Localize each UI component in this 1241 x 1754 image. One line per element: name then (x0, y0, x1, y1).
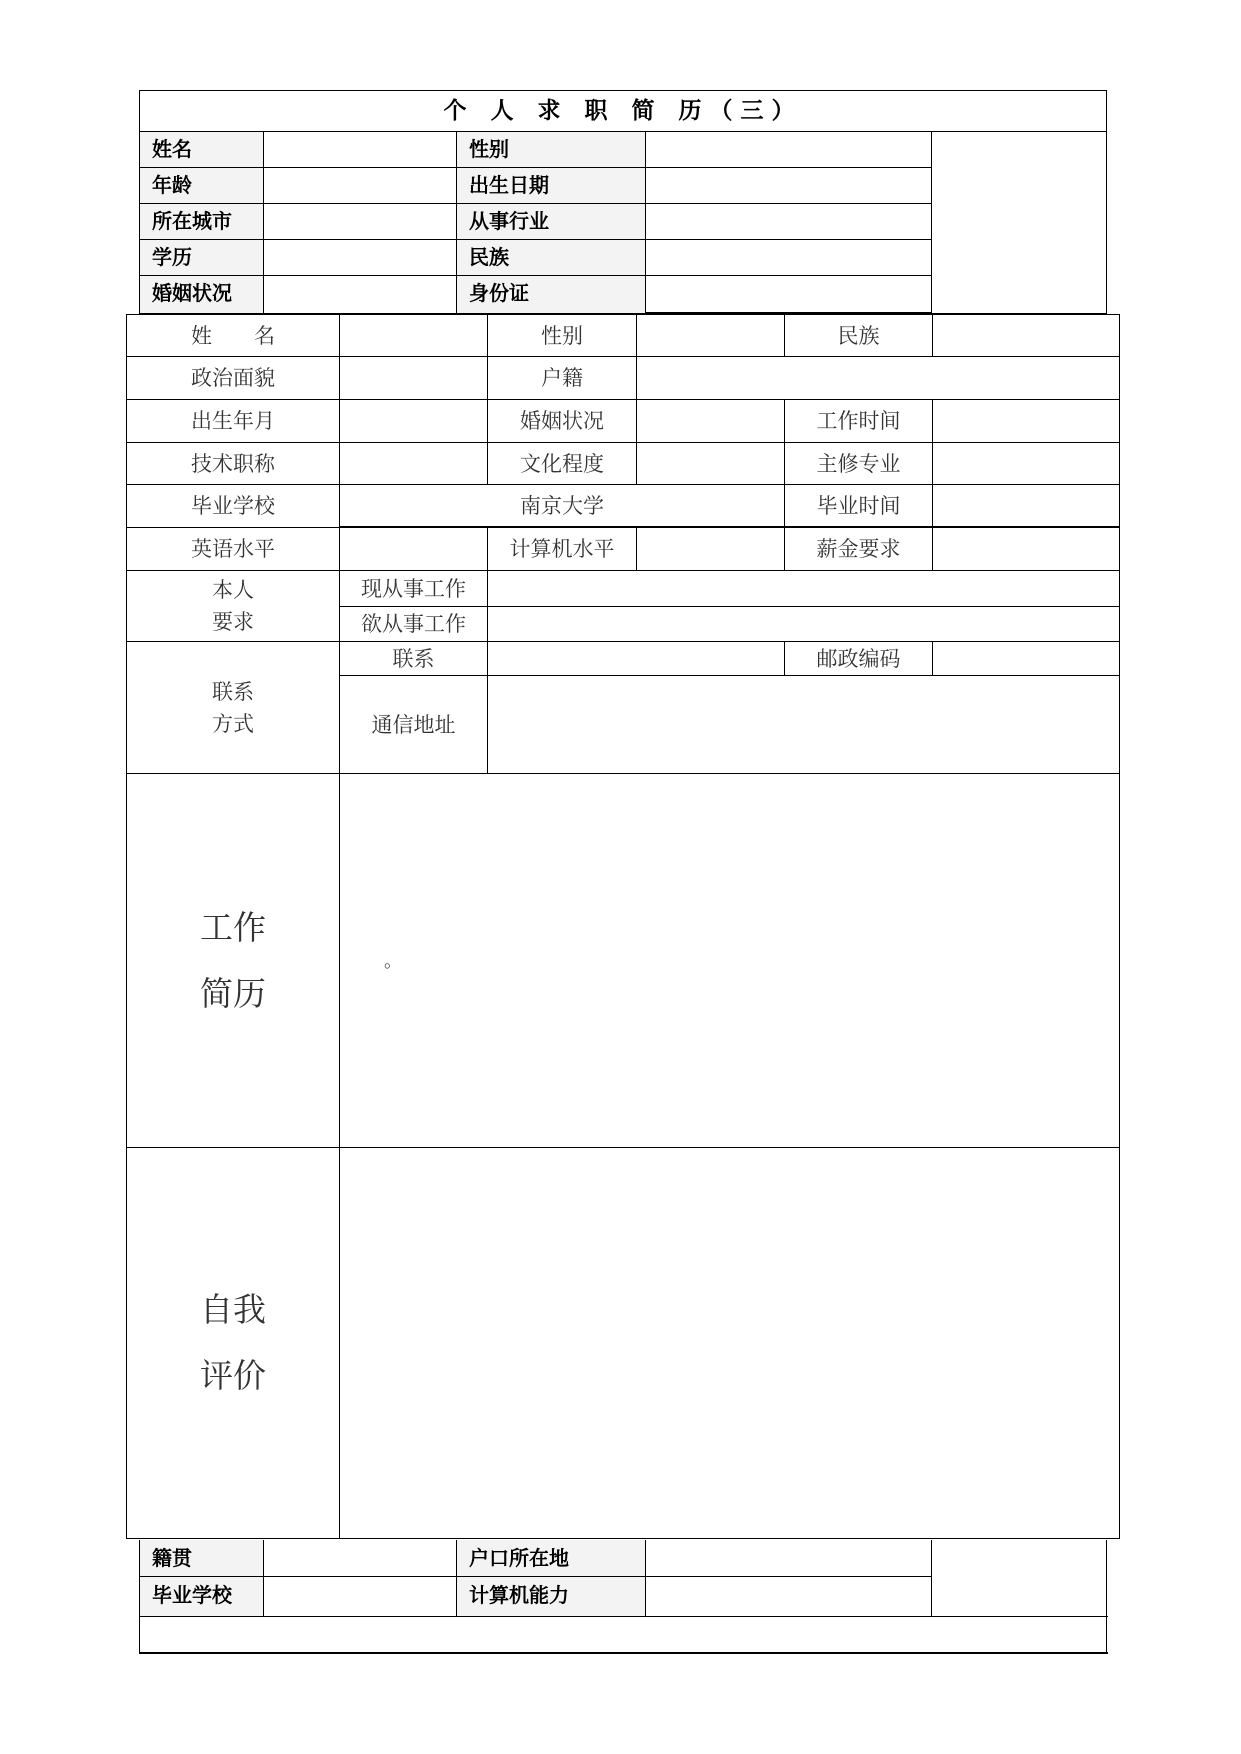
input-gender[interactable] (637, 315, 785, 357)
label-computer-skill: 计算机能力 (457, 1577, 646, 1616)
label-household: 户籍 (488, 357, 637, 400)
label-name: 姓名 (140, 132, 264, 167)
input-graduate-school[interactable] (264, 1577, 457, 1616)
label-gender: 性别 (457, 132, 646, 167)
input-name[interactable] (340, 315, 488, 357)
label-contact-method (127, 642, 340, 774)
label-marital: 婚姻状况 (140, 276, 264, 313)
input-gender[interactable] (646, 132, 932, 167)
label-contact: 联系 (340, 642, 488, 676)
input-self-evaluation[interactable] (340, 1148, 1119, 1538)
info-row (140, 204, 932, 240)
label-major: 主修专业 (785, 443, 933, 485)
input-ethnicity[interactable] (646, 240, 932, 275)
label-education: 文化程度 (488, 443, 637, 485)
label-work-history-line2: 简历 (200, 973, 266, 1013)
label-birthdate: 出生日期 (457, 168, 646, 203)
label-id-card: 身份证 (457, 276, 646, 313)
photo-box-bottom (932, 1540, 1108, 1616)
input-marital[interactable] (637, 400, 785, 443)
input-grad-time[interactable] (933, 485, 1119, 528)
label-current-job: 现从事工作 (340, 571, 488, 607)
label-political: 政治面貌 (127, 357, 340, 400)
input-salary[interactable] (933, 528, 1119, 571)
input-major[interactable] (933, 443, 1119, 485)
label-self-requirement (127, 571, 340, 642)
input-desired-job[interactable] (488, 607, 1119, 642)
work-history-text: 。 (384, 951, 402, 972)
label-desired-job: 欲从事工作 (340, 607, 488, 642)
input-birthdate[interactable] (646, 168, 932, 203)
label-self-evaluation (127, 1148, 340, 1538)
input-household[interactable] (637, 357, 1119, 400)
label-contact-method-line2: 方式 (212, 711, 254, 736)
label-self-requirement-line1: 本人 (212, 578, 254, 602)
input-industry[interactable] (646, 204, 932, 239)
label-computer: 计算机水平 (488, 528, 637, 571)
resume-detail-table (126, 314, 1120, 1539)
label-native-place: 籍贯 (140, 1540, 264, 1576)
input-computer-skill[interactable] (646, 1577, 932, 1616)
input-title[interactable] (340, 443, 488, 485)
label-postal-code: 邮政编码 (785, 642, 933, 676)
input-work-time[interactable] (933, 400, 1119, 443)
label-school: 毕业学校 (127, 485, 340, 528)
label-address: 通信地址 (340, 676, 488, 774)
input-political[interactable] (340, 357, 488, 400)
label-age: 年龄 (140, 168, 264, 203)
label-ethnicity: 民族 (457, 240, 646, 275)
input-city[interactable] (264, 204, 457, 239)
input-computer[interactable] (637, 528, 785, 571)
input-age[interactable] (264, 168, 457, 203)
label-education: 学历 (140, 240, 264, 275)
info-row (140, 1577, 932, 1616)
label-work-history-line1: 工作 (200, 907, 266, 947)
label-marital: 婚姻状况 (488, 400, 637, 443)
input-education[interactable] (637, 443, 785, 485)
input-hukou-location[interactable] (646, 1540, 932, 1576)
input-name[interactable] (264, 132, 457, 167)
input-english[interactable] (340, 528, 488, 571)
label-city: 所在城市 (140, 204, 264, 239)
input-work-history[interactable] (340, 774, 1119, 1148)
label-grad-time: 毕业时间 (785, 485, 933, 528)
label-work-time: 工作时间 (785, 400, 933, 443)
label-self-evaluation-line1: 自我 (200, 1290, 266, 1329)
info-row (140, 132, 932, 168)
resume-footer-table (139, 1540, 1107, 1654)
input-contact[interactable] (488, 642, 785, 676)
input-id-card[interactable] (646, 276, 932, 313)
input-native-place[interactable] (264, 1540, 457, 1576)
input-marital[interactable] (264, 276, 457, 313)
input-birth[interactable] (340, 400, 488, 443)
label-work-history (127, 774, 340, 1148)
label-name: 姓 名 (127, 315, 340, 357)
label-english: 英语水平 (127, 528, 340, 571)
input-address[interactable] (488, 676, 1119, 774)
label-graduate-school: 毕业学校 (140, 1577, 264, 1616)
info-row (140, 168, 932, 204)
label-hukou-location: 户口所在地 (457, 1540, 646, 1576)
info-row (140, 240, 932, 276)
resume-title: 个 人 求 职 简 历（三） (140, 91, 1106, 132)
info-row (140, 1540, 932, 1577)
basic-info-grid (140, 132, 1106, 313)
label-self-evaluation-line2: 评价 (200, 1356, 266, 1395)
label-contact-method-line1: 联系 (212, 679, 254, 704)
label-ethnicity: 民族 (785, 315, 933, 357)
extra-info-grid (140, 1540, 1106, 1616)
label-gender: 性别 (488, 315, 637, 357)
photo-box[interactable] (932, 132, 1108, 313)
input-postal-code[interactable] (933, 642, 1119, 676)
label-title: 技术职称 (127, 443, 340, 485)
footer-blank-row[interactable] (140, 1616, 1108, 1654)
input-school[interactable]: 南京大学 (340, 485, 785, 528)
label-birth: 出生年月 (127, 400, 340, 443)
input-current-job[interactable] (488, 571, 1119, 607)
input-ethnicity[interactable] (933, 315, 1119, 357)
input-education[interactable] (264, 240, 457, 275)
label-industry: 从事行业 (457, 204, 646, 239)
resume-header-table (139, 90, 1107, 314)
label-salary: 薪金要求 (785, 528, 933, 571)
info-row (140, 276, 932, 313)
label-self-requirement-line2: 要求 (212, 610, 254, 634)
